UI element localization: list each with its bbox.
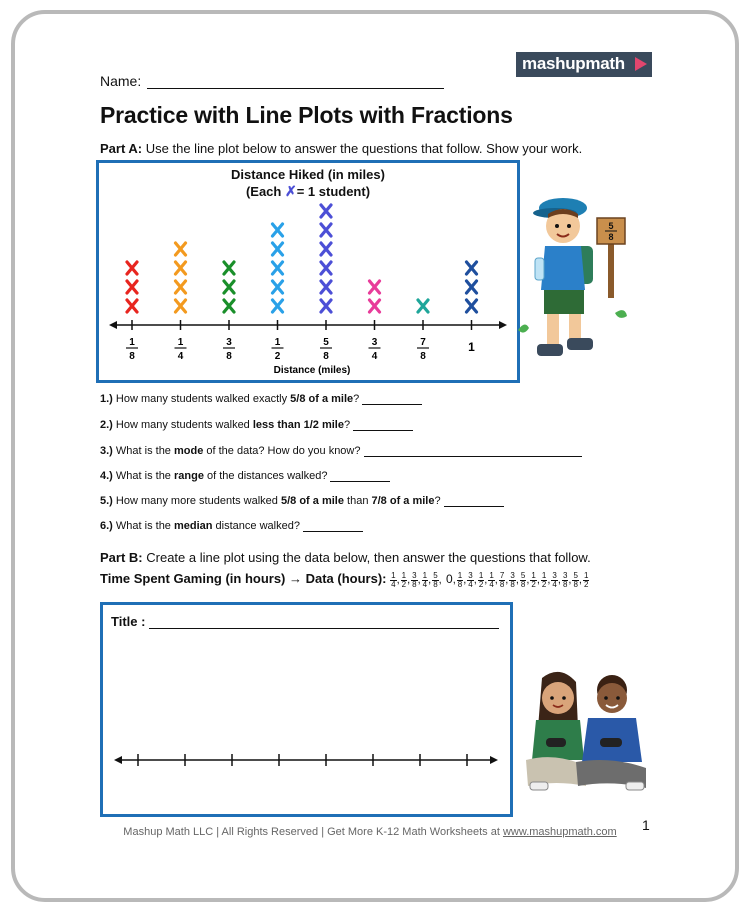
- footer-link[interactable]: www.mashupmath.com: [502, 826, 617, 838]
- part-a-label: Part A:: [100, 141, 143, 156]
- question-text: than: [343, 495, 372, 507]
- question-text: What is the: [115, 470, 174, 482]
- data-value-fraction: [572, 572, 578, 589]
- tick-label-denominator: 8: [226, 351, 232, 362]
- question-6: [100, 520, 363, 532]
- question-keyword: 5/8 of a mile: [290, 393, 354, 405]
- data-point-x-mark: [176, 281, 186, 293]
- question-text: of the distances walked?: [203, 470, 328, 482]
- tick-label-numerator: 1: [177, 337, 184, 348]
- fraction-denominator: 2: [583, 580, 589, 590]
- question-5: [100, 495, 504, 507]
- fraction-numerator: 1: [583, 571, 589, 581]
- data-point-x-mark: [224, 300, 234, 312]
- separator: ,: [547, 574, 551, 586]
- data-point-x-mark: [224, 262, 234, 274]
- question-keyword: mode: [173, 445, 204, 457]
- fraction-denominator: 4: [422, 580, 428, 590]
- footer: [110, 826, 630, 838]
- fraction-denominator: 4: [552, 580, 557, 590]
- fraction-numerator: 7: [499, 571, 505, 581]
- separator: ,: [505, 574, 509, 586]
- fraction-denominator: 4: [489, 580, 494, 590]
- data-value-fraction: [530, 572, 536, 589]
- fraction-denominator: 8: [573, 580, 578, 590]
- part-b-title-blank[interactable]: [149, 616, 499, 629]
- data-point-x-mark: [370, 300, 380, 312]
- tick-label-numerator: 1: [129, 337, 135, 348]
- data-point-x-mark: [321, 205, 331, 217]
- fraction-denominator: 8: [520, 580, 526, 590]
- data-value-fraction: [432, 572, 438, 589]
- tick-label-denominator: 8: [420, 351, 426, 362]
- fraction-numerator: 1: [531, 571, 536, 581]
- hiker-illustration: [515, 188, 630, 373]
- fraction-numerator: 5: [433, 571, 438, 581]
- fraction-numerator: 3: [468, 571, 473, 581]
- fraction-denominator: 4: [391, 580, 396, 590]
- data-value-whole: 0: [442, 572, 453, 586]
- part-b-text: Create a line plot using the data below, then answer the questions that follow.: [146, 550, 591, 565]
- gaming-data-label: Time Spent Gaming (in hours) → Data (hours):: [100, 571, 387, 586]
- part-b-number-line[interactable]: [112, 748, 502, 772]
- fraction-denominator: 2: [541, 580, 547, 590]
- tick-label-whole: 1: [468, 340, 475, 354]
- separator: ,: [438, 574, 442, 586]
- tick-label-numerator: 5: [323, 337, 329, 348]
- fraction-numerator: 1: [401, 571, 407, 581]
- question-text: distance walked?: [212, 520, 300, 532]
- fraction-numerator: 1: [391, 571, 396, 581]
- logo-text: mashupmath: [522, 54, 625, 73]
- data-value-fraction: [467, 572, 473, 589]
- tick-label-denominator: 4: [371, 351, 378, 362]
- data-value-fraction: [390, 572, 396, 589]
- tick-label-denominator: 4: [177, 351, 184, 362]
- fraction-numerator: 1: [457, 571, 463, 581]
- fraction-denominator: 8: [510, 580, 515, 590]
- fraction-numerator: 3: [562, 571, 568, 581]
- data-point-x-mark: [273, 243, 283, 255]
- x-mark-icon: ✗: [284, 183, 297, 199]
- question-4: [100, 470, 390, 482]
- answer-blank[interactable]: [364, 446, 582, 457]
- data-point-x-mark: [273, 262, 283, 274]
- separator: ,: [526, 574, 530, 586]
- data-value-fraction: [551, 572, 557, 589]
- data-value-fraction: [488, 572, 494, 589]
- fraction-numerator: 3: [412, 571, 417, 581]
- page-title: Practice with Line Plots with Fractions: [100, 102, 513, 128]
- question-number: 3.): [100, 445, 116, 457]
- fraction-denominator: 2: [531, 580, 536, 590]
- kids-gaming-illustration: [520, 668, 650, 800]
- data-value-fraction: [583, 572, 589, 589]
- tick-label-numerator: 7: [420, 337, 426, 348]
- part-b-plot-box: [100, 602, 513, 817]
- name-label: Name:: [100, 73, 142, 89]
- fraction-denominator: 8: [457, 580, 463, 590]
- answer-blank[interactable]: [444, 496, 504, 507]
- separator: ,: [452, 574, 456, 586]
- footer-text: Mashup Math LLC | All Rights Reserved | Get More K-12 Math Worksheets at: [123, 826, 503, 838]
- data-point-x-mark: [127, 300, 137, 312]
- question-text: What is the: [115, 445, 174, 457]
- separator: ,: [473, 574, 477, 586]
- separator: ,: [568, 574, 572, 586]
- tick-label-denominator: 8: [323, 351, 329, 362]
- question-1: [100, 393, 422, 405]
- separator: ,: [417, 574, 421, 586]
- tick-label-numerator: 3: [226, 337, 232, 348]
- question-text: How many more students walked: [115, 495, 281, 507]
- fraction-denominator: 8: [562, 580, 568, 590]
- mashupmath-logo: [516, 52, 652, 77]
- question-text: ?: [343, 419, 351, 431]
- question-2: [100, 419, 413, 431]
- fraction-denominator: 8: [412, 580, 417, 590]
- answer-blank[interactable]: [330, 471, 390, 482]
- svg-text:8: 8: [608, 232, 614, 242]
- fraction-denominator: 2: [401, 580, 407, 590]
- answer-blank[interactable]: [362, 394, 422, 405]
- tick-label-denominator: 2: [274, 351, 281, 362]
- line-plot-chart: [99, 163, 517, 380]
- left-arrow-icon: [109, 321, 117, 329]
- separator: ,: [396, 574, 400, 586]
- data-point-x-mark: [418, 300, 428, 312]
- data-point-x-mark: [127, 262, 137, 274]
- name-field[interactable]: [100, 73, 444, 89]
- question-keyword: median: [173, 520, 213, 532]
- data-point-x-mark: [127, 281, 137, 293]
- data-value-fraction: [411, 572, 417, 589]
- data-value-fraction: [509, 572, 515, 589]
- question-keyword: 7/8 of a mile: [371, 495, 435, 507]
- question-text: How many students walked exactly: [115, 393, 291, 405]
- separator: ,: [515, 574, 519, 586]
- data-point-x-mark: [224, 281, 234, 293]
- data-point-x-mark: [321, 300, 331, 312]
- part-a-text: Use the line plot below to answer the questions that follow. Show your work.: [145, 141, 583, 156]
- fraction-numerator: 1: [541, 571, 547, 581]
- data-point-x-mark: [321, 262, 331, 274]
- fraction-numerator: 1: [422, 571, 428, 581]
- part-b-label: Part B:: [100, 550, 143, 565]
- question-text: What is the: [115, 520, 174, 532]
- data-point-x-mark: [321, 281, 331, 293]
- x-axis-label: Distance (miles): [273, 365, 351, 376]
- separator: ,: [494, 574, 498, 586]
- fraction-numerator: 1: [489, 571, 494, 581]
- page-number: 1: [642, 817, 650, 833]
- question-text: How many students walked: [115, 419, 253, 431]
- fraction-numerator: 3: [510, 571, 515, 581]
- fraction-denominator: 2: [478, 580, 484, 590]
- data-point-x-mark: [321, 224, 331, 236]
- part-b-title-field[interactable]: [111, 614, 499, 629]
- separator: ,: [463, 574, 467, 586]
- fraction-numerator: 1: [478, 571, 484, 581]
- separator: ,: [484, 574, 488, 586]
- data-point-x-mark: [273, 224, 283, 236]
- part-a-instructions: [100, 141, 582, 156]
- fraction-numerator: 5: [573, 571, 578, 581]
- data-point-x-mark: [370, 281, 380, 293]
- data-point-x-mark: [467, 262, 477, 274]
- play-icon: [635, 57, 647, 71]
- fraction-numerator: 3: [552, 571, 557, 581]
- data-point-x-mark: [467, 281, 477, 293]
- data-point-x-mark: [176, 262, 186, 274]
- data-point-x-mark: [273, 300, 283, 312]
- fraction-numerator: 5: [520, 571, 526, 581]
- name-blank[interactable]: [147, 75, 444, 89]
- question-number: 2.): [100, 419, 116, 431]
- question-text: of the data? How do you know?: [203, 445, 361, 457]
- question-keyword: 5/8 of a mile: [280, 495, 344, 507]
- separator: ,: [536, 574, 540, 586]
- data-point-x-mark: [176, 300, 186, 312]
- data-point-x-mark: [467, 300, 477, 312]
- separator: ,: [578, 574, 582, 586]
- question-keyword: range: [173, 470, 204, 482]
- question-number: 6.): [100, 520, 116, 532]
- data-point-x-mark: [321, 243, 331, 255]
- separator: ,: [407, 574, 411, 586]
- question-text: ?: [434, 495, 441, 507]
- gaming-data-row: [100, 571, 589, 589]
- answer-blank[interactable]: [353, 420, 413, 431]
- tick-label-numerator: 1: [274, 337, 281, 348]
- fraction-denominator: 4: [468, 580, 473, 590]
- plot-subtitle-prefix: (Each: [245, 184, 282, 199]
- answer-blank[interactable]: [303, 521, 363, 532]
- data-point-x-mark: [273, 281, 283, 293]
- data-point-x-mark: [176, 243, 186, 255]
- fraction-denominator: 8: [433, 580, 438, 590]
- plot-subtitle-suffix: = 1 student): [296, 184, 371, 199]
- question-number: 1.): [100, 393, 116, 405]
- separator: ,: [557, 574, 561, 586]
- gaming-data-values: [390, 571, 589, 590]
- tick-label-denominator: 8: [129, 351, 135, 362]
- separator: ,: [428, 574, 432, 586]
- question-text: ?: [353, 393, 360, 405]
- right-arrow-icon: [499, 321, 507, 329]
- svg-text:5: 5: [608, 221, 614, 231]
- question-keyword: less than 1/2 mile: [252, 419, 344, 431]
- part-b-instructions: [100, 550, 591, 565]
- part-b-title-label: Title :: [111, 614, 146, 629]
- tick-label-numerator: 3: [371, 337, 378, 348]
- question-number: 4.): [100, 470, 116, 482]
- question-3: [100, 445, 582, 457]
- plot-title: Distance Hiked (in miles): [231, 167, 385, 182]
- fraction-denominator: 8: [499, 580, 505, 590]
- question-number: 5.): [100, 495, 116, 507]
